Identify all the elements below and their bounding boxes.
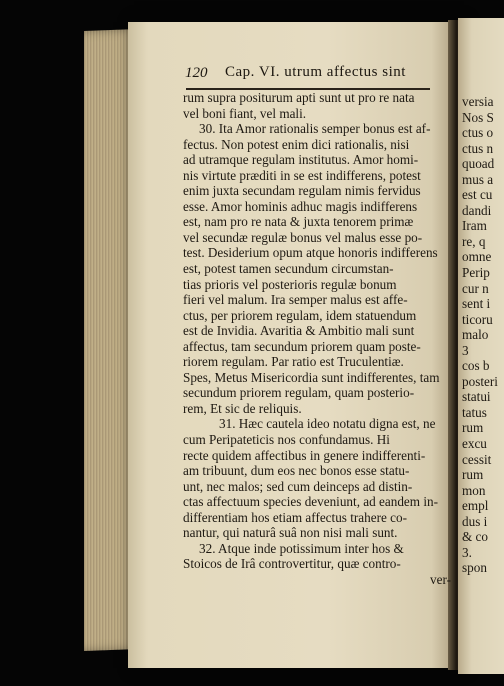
text-line: esse. Amor hominis adhuc magis indifferens xyxy=(183,198,418,214)
right-line: re, q xyxy=(462,233,486,249)
text-line: vel boni fiant, vel mali. xyxy=(183,105,307,121)
text-line: fieri vel malum. Ira semper malus est affe- xyxy=(183,292,408,308)
right-line: spon xyxy=(462,560,487,576)
right-line: dus i xyxy=(462,513,488,529)
text-line: rum supra positurum apti sunt ut pro re nata xyxy=(183,90,415,105)
text-line: fectus. Non potest enim dici rationalis, nisi xyxy=(183,136,410,152)
right-line: rum xyxy=(462,420,484,436)
right-line: & co xyxy=(462,529,489,545)
text-line: est, nam pro re nata & juxta tenorem primæ xyxy=(183,214,414,230)
right-line: ticoru xyxy=(462,311,493,327)
text-line: ctas affectuum species deveniunt, ad eandem in- xyxy=(183,494,438,510)
text-line: test. Desiderium opum atque honoris indifferens xyxy=(183,245,438,261)
text-line: vel secundæ regulæ bonus vel malus esse po- xyxy=(183,229,423,245)
right-line: 3. xyxy=(462,544,472,560)
text-line: ctus, per priorem regulam, idem statuendum xyxy=(183,307,417,323)
right-line: cessit xyxy=(462,451,492,467)
page-number: 120 xyxy=(185,65,208,81)
text-line: recte quidem affectibus in genere indifferenti- xyxy=(183,447,426,463)
text-line: ad utramque regulam institutus. Amor homi- xyxy=(183,152,419,168)
right-line: quoad xyxy=(462,156,495,172)
right-line: rum xyxy=(462,467,484,483)
text-line: am tribuunt, dum eos nec bonos esse statu- xyxy=(183,463,410,479)
text-line: est de Invidia. Avaritia & Ambitio mali sunt xyxy=(183,323,415,339)
text-line: Spes, Metus Misericordia sunt indifferentes, tam xyxy=(183,369,440,385)
right-line: cur n xyxy=(462,280,489,296)
right-line: Iram xyxy=(462,218,487,234)
text-line: rem, Et sic de reliquis. xyxy=(183,400,302,416)
right-line: empl xyxy=(462,498,489,514)
text-line: secundum priorem regulam, quam posterio- xyxy=(183,385,415,401)
paragraph-32-start: 32. Atque inde potissimum inter hos & xyxy=(199,540,404,556)
text-line: est, potest tamen secundum circumstan- xyxy=(183,261,394,277)
right-line: sent i xyxy=(462,296,491,312)
main-text xyxy=(183,90,451,588)
right-line: est cu xyxy=(462,187,493,203)
paragraph-30-start: 30. Ita Amor rationalis semper bonus est af- xyxy=(199,121,431,137)
right-line: ctus n xyxy=(462,140,494,156)
text-line: Stoicos de Irâ controvertitur, quæ contro- xyxy=(183,556,401,572)
right-line: dandi xyxy=(462,202,492,218)
text-line: nis virtute præditi in se est indifferens, potest xyxy=(183,167,421,183)
right-line: malo xyxy=(462,327,489,343)
right-line: mon xyxy=(462,482,486,498)
right-line: posteri xyxy=(462,373,498,389)
right-line: mus a xyxy=(462,171,494,187)
text-line: riorem regulam. Par ratio est Truculentiæ. xyxy=(183,354,404,370)
text-line: tias prioris vel posterioris regulæ bonum xyxy=(183,276,397,292)
text-line: enim juxta secundam regulam nimis fervidus xyxy=(183,183,421,199)
text-line: differentiam hos etiam affectus trahere co- xyxy=(183,509,407,525)
right-line: versia xyxy=(462,94,494,109)
right-line: tatus xyxy=(462,404,487,420)
text-line: unt, nec malos; sed cum deinceps ad distin- xyxy=(183,478,413,494)
running-title: Cap. VI. utrum affectus sint xyxy=(225,64,406,80)
right-line: omne xyxy=(462,249,492,265)
right-page-text xyxy=(462,94,504,576)
right-line: excu xyxy=(462,436,487,452)
text-line: cum Peripateticis nos confundamus. Hi xyxy=(183,432,390,448)
catchword: ver- xyxy=(430,571,451,587)
right-line: cos b xyxy=(462,358,490,374)
right-line: ctus o xyxy=(462,125,494,141)
text-line: nantur, qui naturâ suâ non nisi mali sunt. xyxy=(183,525,398,541)
right-line: 3 xyxy=(462,342,469,358)
running-header xyxy=(185,64,435,88)
right-line: Perip xyxy=(462,265,490,281)
right-line: statui xyxy=(462,389,491,405)
text-line: affectus, tam secundum priorem quam poste- xyxy=(183,338,421,354)
paragraph-31-start: 31. Hæc cautela ideo notatu digna est, ne xyxy=(219,416,436,432)
right-line: Nos S xyxy=(462,109,494,125)
